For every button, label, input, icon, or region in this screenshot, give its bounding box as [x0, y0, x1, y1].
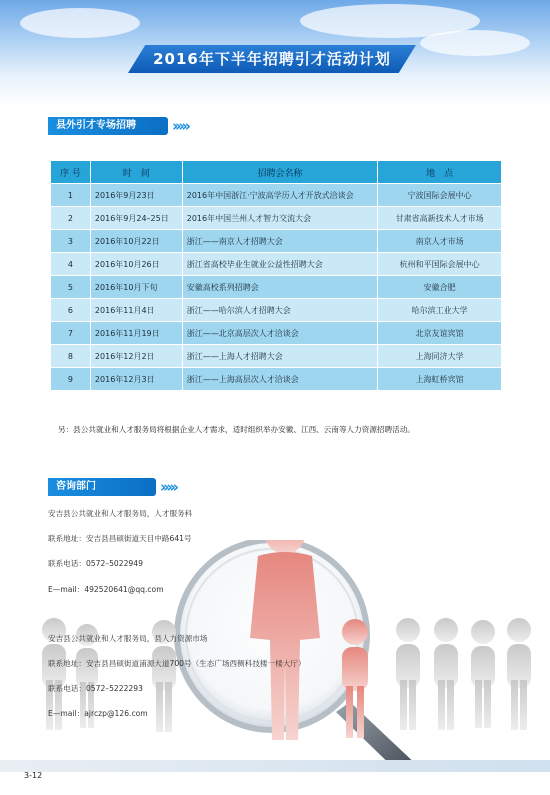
contact2-address: 联系地址：安吉县昌硕街道浦源大道700号（生态广场西侧科技楼一楼大厅） [48, 659, 306, 668]
table-cell: 6 [51, 299, 91, 322]
table-cell: 浙江——上海高层次人才洽谈会 [182, 368, 378, 391]
table-row [51, 184, 502, 207]
section-header-contact [48, 478, 208, 496]
table-cell: 2016年11月4日 [90, 299, 182, 322]
table-cell: 南京人才市场 [378, 230, 502, 253]
section-title: 县外引才专场招聘 [56, 120, 136, 131]
table-cell: 浙江——南京人才招聘大会 [182, 230, 378, 253]
table-cell: 3 [51, 230, 91, 253]
table-cell: 2016年9月24–25日 [90, 207, 182, 230]
contact2-org: 安吉县公共就业和人才服务局，县人力资源市场 [48, 634, 208, 643]
table-cell: 2 [51, 207, 91, 230]
table-cell: 2016年11月19日 [90, 322, 182, 345]
table-cell: 安徽高校系列招聘会 [182, 276, 378, 299]
contact2-email: E—mail：ajrczp@126.com [48, 709, 148, 718]
table-row [51, 207, 502, 230]
table-row [51, 368, 502, 391]
table-header-row [51, 161, 502, 184]
page-number: 3-12 [24, 771, 43, 780]
page-title: 2016年下半年招聘引才活动计划 [153, 50, 391, 68]
table-cell: 北京友谊宾馆 [378, 322, 502, 345]
table-row [51, 230, 502, 253]
table-cell: 浙江——上海人才招聘大会 [182, 345, 378, 368]
table-cell: 上海虹桥宾馆 [378, 368, 502, 391]
chevron-right-icon: ››››› [160, 478, 176, 496]
table-cell: 2016年10月26日 [90, 253, 182, 276]
column-header-time: 时 间 [90, 161, 182, 184]
table-cell: 9 [51, 368, 91, 391]
contact1-address: 联系地址：安吉县昌硕街道天目中路641号 [48, 534, 192, 543]
table-cell: 2016年中国浙江·宁波高学历人才开放式洽谈会 [182, 184, 378, 207]
table-cell: 8 [51, 345, 91, 368]
table-footnote: 另：县公共就业和人才服务局将根据企业人才需求，适时组织举办安徽、江西、云南等人力资源招聘活动。 [58, 425, 415, 434]
section-header-recruitment [48, 117, 208, 135]
table-cell: 宁波国际会展中心 [378, 184, 502, 207]
table-cell: 浙江省高校毕业生就业公益性招聘大会 [182, 253, 378, 276]
table-cell: 2016年9月23日 [90, 184, 182, 207]
table-cell: 1 [51, 184, 91, 207]
contact2-phone: 联系电话：0572–5222293 [48, 684, 143, 693]
magnifier-people-illustration [0, 540, 550, 765]
table-row [51, 276, 502, 299]
table-cell: 7 [51, 322, 91, 345]
table-cell: 安徽合肥 [378, 276, 502, 299]
table-cell: 2016年10月下旬 [90, 276, 182, 299]
column-header-no: 序 号 [51, 161, 91, 184]
table-cell: 浙江——北京高层次人才洽谈会 [182, 322, 378, 345]
recruitment-schedule-table [50, 160, 502, 391]
table-cell: 4 [51, 253, 91, 276]
column-header-name: 招聘会名称 [182, 161, 378, 184]
table-cell: 杭州和平国际会展中心 [378, 253, 502, 276]
table-cell: 2016年12月3日 [90, 368, 182, 391]
table-cell: 哈尔滨工业大学 [378, 299, 502, 322]
table-row [51, 253, 502, 276]
table-row [51, 345, 502, 368]
table-row [51, 299, 502, 322]
table-cell: 5 [51, 276, 91, 299]
table-cell: 2016年12月2日 [90, 345, 182, 368]
section-title: 咨询部门 [56, 481, 96, 492]
contact1-org: 安吉县公共就业和人才服务局，人才服务科 [48, 509, 193, 518]
contact1-email: E—mail：492520641@qq.com [48, 585, 164, 594]
table-row [51, 322, 502, 345]
table-cell: 上海同济大学 [378, 345, 502, 368]
table-cell: 2016年中国兰州人才智力交流大会 [182, 207, 378, 230]
footer-bar [0, 760, 550, 772]
column-header-location: 地 点 [378, 161, 502, 184]
table-cell: 甘肃省高新技术人才市场 [378, 207, 502, 230]
table-cell: 2016年10月22日 [90, 230, 182, 253]
contact1-phone: 联系电话：0572–5022949 [48, 559, 143, 568]
table-cell: 浙江——哈尔滨人才招聘大会 [182, 299, 378, 322]
chevron-right-icon: ››››› [172, 117, 188, 135]
